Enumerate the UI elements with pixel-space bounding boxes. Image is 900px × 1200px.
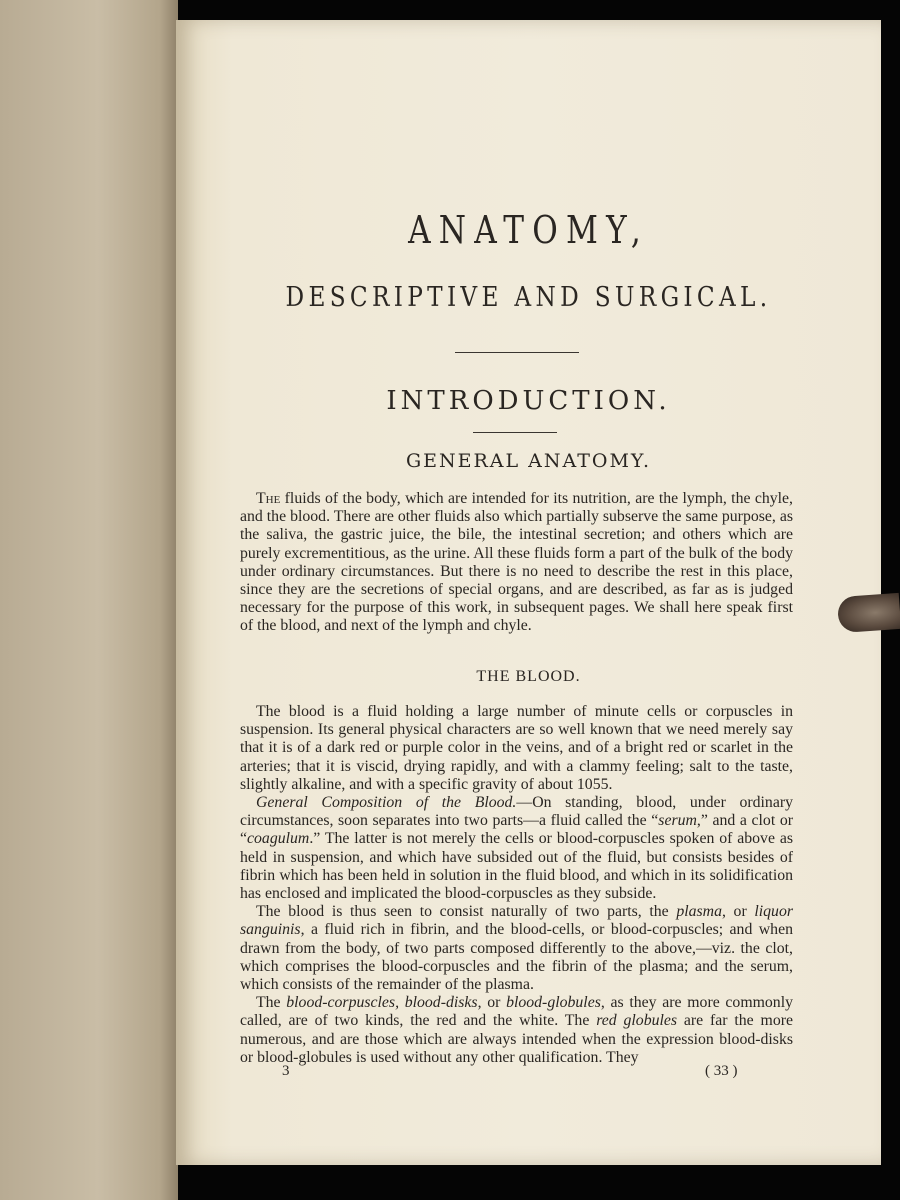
blood-paragraph-1: The blood is a fluid holding a large number of minute cells or corpuscles in suspension. Its general physical characters are so well known that we need merely say that it is of a dark red or purple color in the veins, and of a bright red or scarlet in the arteries; that it is viscid, drying rapidly, and with a clammy feeling; salt to the taste, slightly alkaline, and with a specific gravity of about 1055. [240,703,793,793]
section-divider [473,432,557,433]
lead-word: The [256,490,281,507]
blood-paragraph-2: General Composition of the Blood.—On standing, blood, under ordinary circumstances, soon separates into two parts—a fluid called the “serum,” and a clot or “coagulum.” The latter is not merely the cells or blood-corpuscles spoken of above as held in suspension, and which have subsided out of the fluid, but consists besides of fibrin which has been held in solution in the fluid blood, and which in its solidification has enclosed and implicated the blood-corpuscles as they subside. [240,794,793,903]
blood-paragraph-3: The blood is thus seen to consist naturally of two parts, the plasma, or liquor sanguinis, a fluid rich in fibrin, and the blood-cells, or blood-corpuscles; and when drawn from the body, of two parts composed differently to the above,—viz. the clot, which comprises the blood-corpuscles and the fibrin of the plasma; and the serum, which consists of the remainder of the plasma. [240,903,793,994]
page-number: ( 33 ) [705,1063,738,1079]
section-heading: INTRODUCTION. [386,386,671,416]
intro-paragraph [240,490,793,636]
blood-section [240,703,793,1067]
book-subtitle: DESCRIPTIVE AND SURGICAL. [285,282,772,313]
left-page-edge [0,0,178,1200]
signature-mark: 3 [282,1063,290,1079]
blood-paragraph-4: The blood-corpuscles, blood-disks, or blood-globules, as they are more commonly called, are of two kinds, the red and the white. The red globules are far the more numerous, and are those which are always intended when the expression blood-disks or blood-globules is used without any other qualification. They [240,994,794,1066]
blood-heading: THE BLOOD. [476,668,581,685]
title-divider [455,352,579,353]
chapter-heading: GENERAL ANATOMY. [405,450,652,472]
book-title: ANATOMY, [408,208,649,252]
intro-text: fluids of the body, which are intended for its nutrition, are the lymph, the chyle, and the blood. There are other fluids also which partially subserve the same purpose, as the saliva, the gastric juice, the bile, the intestinal secretion; and others which are purely excrementitious, as the urine. All these fluids form a part of the bulk of the body under ordinary circumstances. But there is no need to describe the rest in this place, since they are the secretions of special organs, and are described, as far as is judged necessary for the purpose of this work, in subsequent pages. We shall here speak first of the blood, and next of the lymph and chyle. [240,490,793,635]
bookmark-tab [837,593,900,633]
